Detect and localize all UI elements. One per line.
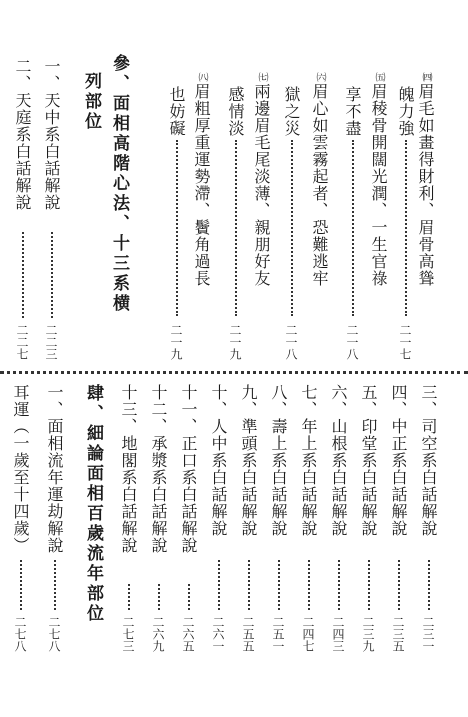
subentry-text: 兩邊眉毛尾淡薄、親朋好友 [252,83,271,287]
page-number: 二三九 [361,616,375,652]
leader-dots [128,584,130,610]
section-heading: 列部位 [81,72,101,132]
toc-subentry: 耳運（一歲至十四歲） [11,384,30,554]
subentry-marker: ㈣ [420,72,431,83]
leader-dots [22,232,24,318]
toc-subentry [193,72,209,287]
toc-item: 一、天中系白話解說 [42,58,61,211]
section-heading: 肆、細論面相百歲流年部位 [83,384,103,624]
toc-item: 六、山根系白話解說 [329,384,348,537]
subentry-marker: ㈧ [196,72,207,83]
page-number: 二五一 [271,616,285,652]
toc-subentry [168,86,184,137]
toc-item: 十三、地閣系白話解說 [119,384,138,554]
subentry-marker: ㈥ [314,72,325,83]
subentry-text: 眉粗厚重運勢滯、鬢角過長 [192,83,211,287]
leader-dots [352,140,354,316]
subentry-text: 眉稜骨開闊光潤、一生官祿 [369,83,388,287]
page-number: 二六九 [151,616,165,652]
page-number: 二四三 [331,616,345,652]
subentry-text: 感情淡 [226,86,245,137]
page-number: 二三五 [391,616,405,652]
page-number: 二二七 [15,324,29,360]
toc-item: 一、面相流年運劫解說 [45,384,64,554]
page-number: 二一八 [345,324,359,360]
leader-dots [278,560,280,610]
page-number: 二三一 [421,616,435,652]
toc-item: 八、壽上系白話解說 [269,384,288,537]
toc-item: 七、年上系白話解說 [299,384,318,537]
toc-subentry [417,72,433,287]
leader-dots [20,560,22,610]
toc-subentry [311,72,327,287]
leader-dots [188,584,190,610]
leader-dots [51,232,53,318]
leader-dots [368,560,370,610]
page-number: 二六五 [181,616,195,652]
toc-subentry [227,86,243,137]
page-number: 二一九 [228,324,242,360]
subentry-text: 眉毛如畫得財利、眉骨高聳 [416,83,435,287]
leader-dots [291,140,293,316]
section-heading: 參、面相高階心法、十三系横 [109,54,129,314]
leader-dots [338,560,340,610]
toc-item: 五、印堂系白話解說 [359,384,378,537]
toc-subentry [283,86,299,137]
leader-dots [248,560,250,610]
toc-subentry [370,72,386,287]
leader-dots [158,584,160,610]
toc-item: 十一、正口系白話解說 [179,384,198,554]
toc-subentry [344,86,360,137]
leader-dots [308,560,310,610]
page-number: 二七八 [47,616,61,652]
subentry-text: 享不盡 [343,86,362,137]
page-number: 二六一 [211,616,225,652]
subentry-text: 也妨礙 [167,86,186,137]
page-number: 二七八 [13,616,27,652]
subentry-marker: ㈤ [373,72,384,83]
page-number: 二四七 [301,616,315,652]
page-number: 二一八 [284,324,298,360]
subentry-text: 眉心如雲霧起者、恐難逃牢 [310,83,329,287]
page-number: 二一九 [169,324,183,360]
section-separator [0,371,468,374]
page-number: 二一七 [398,324,412,360]
subentry-text: 魄力強 [396,86,415,137]
leader-dots [218,560,220,610]
toc-item: 四、中正系白話解說 [389,384,408,537]
subentry-marker: ㈦ [256,72,267,83]
leader-dots [398,560,400,610]
subentry-text: 獄之災 [282,86,301,137]
toc-item: 十二、承漿系白話解說 [149,384,168,554]
toc-item: 九、準頭系白話解說 [239,384,258,537]
toc-item: 二、天庭系白話解說 [13,58,32,211]
page-number: 二五五 [241,616,255,652]
toc-item: 十、人中系白話解說 [209,384,228,537]
leader-dots [54,560,56,610]
leader-dots [176,140,178,316]
leader-dots [405,140,407,316]
leader-dots [428,560,430,610]
toc-subentry [253,72,269,287]
page-number: 二七三 [121,616,135,652]
toc-subentry [397,86,413,137]
toc-item: 三、司空系白話解說 [419,384,438,537]
page-number: 二二三 [44,324,58,360]
leader-dots [235,140,237,316]
